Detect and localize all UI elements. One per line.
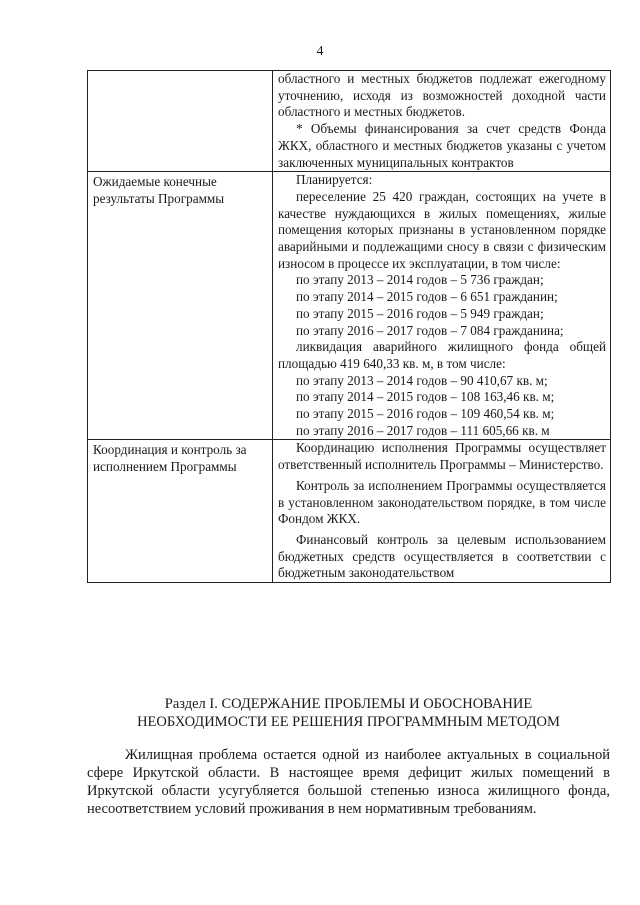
plan-intro: Планируется: <box>296 172 373 188</box>
stage-people-item: по этапу 2016 – 2017 годов – 7 084 гражданина; <box>296 322 564 338</box>
funding-clarification-text: областного и местных бюджетов подлежат ежегодному уточнению, исходя из возможностей доходной части областного и местных бюджетов. <box>278 71 606 120</box>
section-body-paragraph: Жилищная проблема остается одной из наиболее актуальных в социальной сфере Иркутской области. В настоящее время дефицит жилых помещений в Иркутской области усугубляется большой степенью износа жилищного фонда, несоответствием условий проживания в нем нормативным требованиям. <box>87 747 610 817</box>
stage-area-item: по этапу 2014 – 2015 годов – 108 163,46 кв. м; <box>296 389 555 405</box>
liquidation-text: ликвидация аварийного жилищного фонда общей площадью 419 640,33 кв. м, в том числе: <box>278 339 606 371</box>
page-number: 4 <box>316 44 324 59</box>
control-text: Контроль за исполнением Программы осуществляется в установленном законодательством порядке, в том числе Фондом ЖКХ. <box>278 477 606 527</box>
row-content-expected-results <box>273 172 611 440</box>
stage-people-item: по этапу 2014 – 2015 годов – 6 651 гражданин; <box>296 289 558 305</box>
table-row-coordination <box>88 440 611 583</box>
row-label-empty <box>88 71 273 172</box>
table-row-expected-results <box>88 172 611 440</box>
stage-area-item: по этапу 2015 – 2016 годов – 109 460,54 кв. м; <box>296 406 555 422</box>
stage-people-item: по этапу 2015 – 2016 годов – 5 949 граждан; <box>296 305 544 321</box>
stage-area-item: по этапу 2013 – 2014 годов – 90 410,67 кв. м; <box>296 372 548 388</box>
financial-control-text: Финансовый контроль за целевым использованием бюджетных средств осуществляется в соответствии с бюджетным законодательством <box>278 531 606 581</box>
row-content-funding <box>273 71 611 172</box>
section-title-line-2: НЕОБХОДИМОСТИ ЕЕ РЕШЕНИЯ ПРОГРАММНЫМ МЕТОДОМ <box>137 714 560 730</box>
funding-footnote-text: * Объемы финансирования за счет средств Фонда ЖКХ, областного и местных бюджетов указаны с учетом заключенных муниципальных контрактов <box>278 121 606 170</box>
section-title <box>87 695 610 731</box>
row-label-expected-results: Ожидаемые конечные результаты Программы <box>88 172 273 440</box>
row-label-coordination: Координация и контроль за исполнением Программы <box>88 440 273 583</box>
row-content-coordination <box>273 440 611 583</box>
program-passport-table <box>87 70 611 583</box>
table-row-funding-note <box>88 71 611 172</box>
stage-people-item: по этапу 2013 – 2014 годов – 5 736 граждан; <box>296 272 544 288</box>
resettlement-text: переселение 25 420 граждан, состоящих на учете в качестве нуждающихся в жилых помещениях, жилые помещения которых признаны в установленном порядке аварийными и подлежащими сносу в связи с физическим износом в процессе их эксплуатации, в том числе: <box>278 188 606 271</box>
stage-area-item: по этапу 2016 – 2017 годов – 111 605,66 кв. м <box>296 422 550 438</box>
coordination-text: Координацию исполнения Программы осуществляет ответственный исполнитель Программы – Министерство. <box>278 440 606 473</box>
section-title-line-1: Раздел I. СОДЕРЖАНИЕ ПРОБЛЕМЫ И ОБОСНОВАНИЕ <box>164 696 533 712</box>
